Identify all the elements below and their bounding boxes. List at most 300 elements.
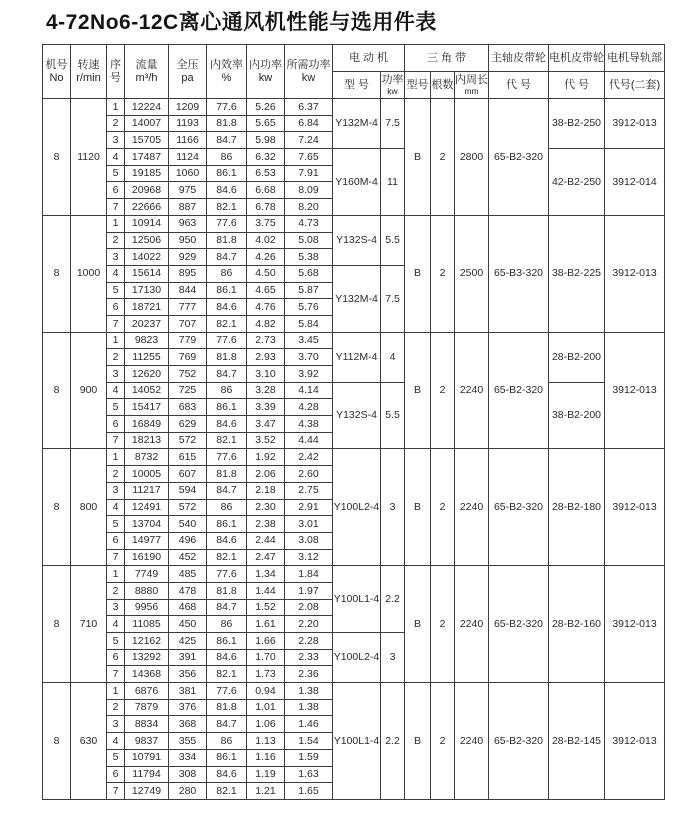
flow-cell: 15417 <box>125 399 169 416</box>
efficiency-cell: 82.1 <box>207 432 247 449</box>
efficiency-cell: 86 <box>207 733 247 750</box>
flow-cell: 8880 <box>125 582 169 599</box>
motor-power-cell: 4 <box>381 332 405 382</box>
pressure-cell: 1193 <box>169 115 207 132</box>
motor-model-cell: Y132S-4 <box>333 215 381 265</box>
belt-count-cell: 2 <box>431 99 455 216</box>
required-power-cell: 4.44 <box>285 432 333 449</box>
internal-power-cell: 2.18 <box>247 482 285 499</box>
internal-power-cell: 3.28 <box>247 382 285 399</box>
table-row <box>43 683 665 700</box>
main-pulley-cell: 65-B3-320 <box>489 215 549 332</box>
seq-cell: 3 <box>107 249 125 266</box>
machine-no-cell: 8 <box>43 683 71 800</box>
belt-model-cell: B <box>405 215 431 332</box>
internal-power-cell: 2.73 <box>247 332 285 349</box>
flow-cell: 10914 <box>125 215 169 232</box>
header-flow: 流量 m³/h <box>125 45 169 99</box>
belt-model-cell: B <box>405 449 431 566</box>
efficiency-cell: 81.8 <box>207 349 247 366</box>
header-internal-power: 内功率 kw <box>247 45 285 99</box>
flow-cell: 17130 <box>125 282 169 299</box>
seq-cell: 6 <box>107 532 125 549</box>
required-power-cell: 1.54 <box>285 733 333 750</box>
seq-cell: 1 <box>107 683 125 700</box>
flow-cell: 12491 <box>125 499 169 516</box>
speed-cell: 1120 <box>71 99 107 216</box>
efficiency-cell: 86 <box>207 616 247 633</box>
required-power-cell: 1.63 <box>285 766 333 783</box>
motor-pulley-cell: 28-B2-200 <box>549 332 605 382</box>
belt-count-cell: 2 <box>431 215 455 332</box>
internal-power-cell: 1.70 <box>247 649 285 666</box>
belt-count-cell: 2 <box>431 332 455 449</box>
header-motor-pulley-group: 电机皮带轮 <box>549 45 605 72</box>
efficiency-cell: 82.1 <box>207 783 247 800</box>
required-power-cell: 5.38 <box>285 249 333 266</box>
seq-cell: 6 <box>107 416 125 433</box>
required-power-cell: 5.84 <box>285 315 333 332</box>
seq-cell: 7 <box>107 783 125 800</box>
required-power-cell: 1.38 <box>285 699 333 716</box>
pressure-cell: 376 <box>169 699 207 716</box>
seq-cell: 3 <box>107 482 125 499</box>
internal-power-cell: 2.06 <box>247 466 285 483</box>
seq-cell: 7 <box>107 666 125 683</box>
internal-power-cell: 2.44 <box>247 532 285 549</box>
belt-model-cell: B <box>405 683 431 800</box>
motor-model-cell: Y132M-4 <box>333 99 381 149</box>
flow-cell: 12749 <box>125 783 169 800</box>
belt-count-cell: 2 <box>431 566 455 683</box>
seq-cell: 1 <box>107 449 125 466</box>
belt-length-cell: 2800 <box>455 99 489 216</box>
machine-no-cell: 8 <box>43 449 71 566</box>
pressure-cell: 844 <box>169 282 207 299</box>
flow-cell: 22666 <box>125 199 169 216</box>
motor-model-cell: Y132S-4 <box>333 382 381 449</box>
flow-cell: 20968 <box>125 182 169 199</box>
required-power-cell: 7.65 <box>285 149 333 166</box>
pressure-cell: 887 <box>169 199 207 216</box>
header-required-power: 所需功率 kw <box>285 45 333 99</box>
belt-length-cell: 2240 <box>455 332 489 449</box>
flow-cell: 9837 <box>125 733 169 750</box>
required-power-cell: 7.24 <box>285 132 333 149</box>
pressure-cell: 450 <box>169 616 207 633</box>
seq-cell: 6 <box>107 649 125 666</box>
pressure-cell: 779 <box>169 332 207 349</box>
pressure-cell: 1209 <box>169 99 207 116</box>
efficiency-cell: 81.8 <box>207 115 247 132</box>
internal-power-cell: 6.78 <box>247 199 285 216</box>
belt-length-cell: 2240 <box>455 449 489 566</box>
table-body <box>43 99 665 800</box>
pressure-cell: 572 <box>169 499 207 516</box>
motor-model-cell: Y100L1-4 <box>333 683 381 800</box>
efficiency-cell: 84.7 <box>207 132 247 149</box>
required-power-cell: 8.09 <box>285 182 333 199</box>
internal-power-cell: 3.47 <box>247 416 285 433</box>
pressure-cell: 368 <box>169 716 207 733</box>
efficiency-cell: 84.7 <box>207 366 247 383</box>
rail-cell: 3912-013 <box>605 449 665 566</box>
pressure-cell: 777 <box>169 299 207 316</box>
rail-cell: 3912-013 <box>605 683 665 800</box>
pressure-cell: 485 <box>169 566 207 583</box>
speed-cell: 630 <box>71 683 107 800</box>
flow-cell: 19185 <box>125 165 169 182</box>
pressure-cell: 975 <box>169 182 207 199</box>
flow-cell: 14977 <box>125 532 169 549</box>
required-power-cell: 5.68 <box>285 265 333 282</box>
header-speed: 转速 r/min <box>71 45 107 99</box>
required-power-cell: 2.28 <box>285 633 333 650</box>
flow-cell: 12506 <box>125 232 169 249</box>
motor-pulley-cell: 38-B2-200 <box>549 382 605 449</box>
efficiency-cell: 77.6 <box>207 332 247 349</box>
internal-power-cell: 1.73 <box>247 666 285 683</box>
pressure-cell: 769 <box>169 349 207 366</box>
motor-model-cell: Y160M-4 <box>333 149 381 216</box>
seq-cell: 2 <box>107 582 125 599</box>
seq-cell: 2 <box>107 699 125 716</box>
belt-count-cell: 2 <box>431 449 455 566</box>
flow-cell: 9823 <box>125 332 169 349</box>
efficiency-cell: 86 <box>207 265 247 282</box>
efficiency-cell: 86.1 <box>207 633 247 650</box>
flow-cell: 15614 <box>125 265 169 282</box>
table-row <box>43 382 665 399</box>
flow-cell: 7749 <box>125 566 169 583</box>
required-power-cell: 3.45 <box>285 332 333 349</box>
internal-power-cell: 5.65 <box>247 115 285 132</box>
seq-cell: 4 <box>107 265 125 282</box>
internal-power-cell: 1.13 <box>247 733 285 750</box>
internal-power-cell: 4.26 <box>247 249 285 266</box>
seq-cell: 4 <box>107 616 125 633</box>
required-power-cell: 8.20 <box>285 199 333 216</box>
flow-cell: 11217 <box>125 482 169 499</box>
seq-cell: 6 <box>107 766 125 783</box>
spec-table <box>42 44 665 800</box>
seq-cell: 1 <box>107 215 125 232</box>
pressure-cell: 356 <box>169 666 207 683</box>
required-power-cell: 2.20 <box>285 616 333 633</box>
internal-power-cell: 1.52 <box>247 599 285 616</box>
table-row <box>43 149 665 166</box>
seq-cell: 1 <box>107 99 125 116</box>
pressure-cell: 452 <box>169 549 207 566</box>
flow-cell: 12224 <box>125 99 169 116</box>
pressure-cell: 895 <box>169 265 207 282</box>
flow-cell: 14007 <box>125 115 169 132</box>
motor-power-cell: 5.5 <box>381 215 405 265</box>
seq-cell: 3 <box>107 132 125 149</box>
seq-cell: 2 <box>107 232 125 249</box>
header-machine-no: 机号 No <box>43 45 71 99</box>
required-power-cell: 3.70 <box>285 349 333 366</box>
efficiency-cell: 82.1 <box>207 549 247 566</box>
efficiency-cell: 86 <box>207 149 247 166</box>
required-power-cell: 4.28 <box>285 399 333 416</box>
efficiency-cell: 82.1 <box>207 666 247 683</box>
required-power-cell: 4.73 <box>285 215 333 232</box>
internal-power-cell: 4.02 <box>247 232 285 249</box>
efficiency-cell: 84.6 <box>207 182 247 199</box>
efficiency-cell: 84.6 <box>207 766 247 783</box>
efficiency-cell: 77.6 <box>207 566 247 583</box>
header-motor-group: 电 动 机 <box>333 45 405 72</box>
seq-cell: 5 <box>107 399 125 416</box>
pressure-cell: 496 <box>169 532 207 549</box>
pressure-cell: 1124 <box>169 149 207 166</box>
required-power-cell: 5.76 <box>285 299 333 316</box>
efficiency-cell: 86 <box>207 382 247 399</box>
header-efficiency: 内效率 % <box>207 45 247 99</box>
required-power-cell: 2.75 <box>285 482 333 499</box>
seq-cell: 2 <box>107 466 125 483</box>
internal-power-cell: 4.50 <box>247 265 285 282</box>
efficiency-cell: 84.7 <box>207 482 247 499</box>
seq-cell: 4 <box>107 149 125 166</box>
header-motor-pulley-code: 代 号 <box>549 72 605 99</box>
rail-cell: 3912-013 <box>605 566 665 683</box>
internal-power-cell: 1.19 <box>247 766 285 783</box>
seq-cell: 2 <box>107 349 125 366</box>
main-pulley-cell: 65-B2-320 <box>489 449 549 566</box>
pressure-cell: 707 <box>169 315 207 332</box>
internal-power-cell: 4.65 <box>247 282 285 299</box>
motor-power-cell: 5.5 <box>381 382 405 449</box>
header-belt-group: 三 角 带 <box>405 45 489 72</box>
pressure-cell: 594 <box>169 482 207 499</box>
required-power-cell: 3.08 <box>285 532 333 549</box>
motor-pulley-cell: 38-B2-225 <box>549 215 605 332</box>
required-power-cell: 3.12 <box>285 549 333 566</box>
internal-power-cell: 1.01 <box>247 699 285 716</box>
pressure-cell: 607 <box>169 466 207 483</box>
pressure-cell: 725 <box>169 382 207 399</box>
rail-cell: 3912-013 <box>605 215 665 332</box>
efficiency-cell: 84.7 <box>207 599 247 616</box>
rail-cell: 3912-013 <box>605 99 665 149</box>
seq-cell: 6 <box>107 182 125 199</box>
required-power-cell: 3.92 <box>285 366 333 383</box>
efficiency-cell: 84.7 <box>207 249 247 266</box>
pressure-cell: 615 <box>169 449 207 466</box>
internal-power-cell: 3.39 <box>247 399 285 416</box>
efficiency-cell: 77.6 <box>207 215 247 232</box>
motor-pulley-cell: 28-B2-160 <box>549 566 605 683</box>
motor-power-cell: 11 <box>381 149 405 216</box>
efficiency-cell: 77.6 <box>207 683 247 700</box>
internal-power-cell: 5.98 <box>247 132 285 149</box>
seq-cell: 1 <box>107 332 125 349</box>
efficiency-cell: 77.6 <box>207 99 247 116</box>
efficiency-cell: 84.6 <box>207 416 247 433</box>
motor-model-cell: Y112M-4 <box>333 332 381 382</box>
required-power-cell: 6.84 <box>285 115 333 132</box>
flow-cell: 10791 <box>125 749 169 766</box>
flow-cell: 7879 <box>125 699 169 716</box>
internal-power-cell: 2.47 <box>247 549 285 566</box>
seq-cell: 5 <box>107 749 125 766</box>
header-main-pulley-code: 代 号 <box>489 72 549 99</box>
efficiency-cell: 86.1 <box>207 749 247 766</box>
seq-cell: 3 <box>107 366 125 383</box>
header-belt-model: 型号 <box>405 72 431 99</box>
machine-no-cell: 8 <box>43 566 71 683</box>
pressure-cell: 963 <box>169 215 207 232</box>
required-power-cell: 7.91 <box>285 165 333 182</box>
efficiency-cell: 84.6 <box>207 649 247 666</box>
seq-cell: 5 <box>107 516 125 533</box>
speed-cell: 1000 <box>71 215 107 332</box>
machine-no-cell: 8 <box>43 332 71 449</box>
table-row <box>43 332 665 349</box>
flow-cell: 12620 <box>125 366 169 383</box>
pressure-cell: 1166 <box>169 132 207 149</box>
required-power-cell: 1.84 <box>285 566 333 583</box>
pressure-cell: 629 <box>169 416 207 433</box>
pressure-cell: 391 <box>169 649 207 666</box>
efficiency-cell: 84.6 <box>207 299 247 316</box>
page-title: 4-72No6-12C离心通风机性能与选用件表 <box>46 11 437 34</box>
header-motor-power: 功率 kw <box>381 72 405 99</box>
header-main-pulley-group: 主轴皮带轮 <box>489 45 549 72</box>
efficiency-cell: 81.8 <box>207 466 247 483</box>
pressure-cell: 334 <box>169 749 207 766</box>
pressure-cell: 683 <box>169 399 207 416</box>
seq-cell: 7 <box>107 199 125 216</box>
table-row <box>43 99 665 116</box>
flow-cell: 16190 <box>125 549 169 566</box>
motor-pulley-cell: 42-B2-250 <box>549 149 605 216</box>
required-power-cell: 1.38 <box>285 683 333 700</box>
motor-model-cell: Y100L2-4 <box>333 633 381 683</box>
motor-power-cell: 7.5 <box>381 99 405 149</box>
belt-length-cell: 2240 <box>455 683 489 800</box>
internal-power-cell: 1.34 <box>247 566 285 583</box>
seq-cell: 5 <box>107 633 125 650</box>
seq-cell: 4 <box>107 733 125 750</box>
flow-cell: 13292 <box>125 649 169 666</box>
flow-cell: 11255 <box>125 349 169 366</box>
internal-power-cell: 1.16 <box>247 749 285 766</box>
pressure-cell: 468 <box>169 599 207 616</box>
internal-power-cell: 1.21 <box>247 783 285 800</box>
internal-power-cell: 0.94 <box>247 683 285 700</box>
pressure-cell: 540 <box>169 516 207 533</box>
header-rail-group: 电机导轨部 <box>605 45 665 72</box>
internal-power-cell: 1.06 <box>247 716 285 733</box>
belt-model-cell: B <box>405 99 431 216</box>
speed-cell: 710 <box>71 566 107 683</box>
belt-model-cell: B <box>405 566 431 683</box>
flow-cell: 8732 <box>125 449 169 466</box>
seq-cell: 7 <box>107 315 125 332</box>
required-power-cell: 2.36 <box>285 666 333 683</box>
speed-cell: 900 <box>71 332 107 449</box>
speed-cell: 800 <box>71 449 107 566</box>
belt-length-cell: 2500 <box>455 215 489 332</box>
header-pressure: 全压 pa <box>169 45 207 99</box>
seq-cell: 2 <box>107 115 125 132</box>
internal-power-cell: 4.76 <box>247 299 285 316</box>
seq-cell: 5 <box>107 282 125 299</box>
seq-cell: 4 <box>107 499 125 516</box>
seq-cell: 1 <box>107 566 125 583</box>
main-pulley-cell: 65-B2-320 <box>489 332 549 449</box>
efficiency-cell: 86.1 <box>207 165 247 182</box>
efficiency-cell: 82.1 <box>207 199 247 216</box>
flow-cell: 14022 <box>125 249 169 266</box>
flow-cell: 14368 <box>125 666 169 683</box>
internal-power-cell: 3.75 <box>247 215 285 232</box>
flow-cell: 13704 <box>125 516 169 533</box>
flow-cell: 8834 <box>125 716 169 733</box>
rail-cell: 3912-013 <box>605 332 665 449</box>
internal-power-cell: 2.93 <box>247 349 285 366</box>
rail-cell: 3912-014 <box>605 149 665 216</box>
pressure-cell: 752 <box>169 366 207 383</box>
efficiency-cell: 81.8 <box>207 582 247 599</box>
seq-cell: 5 <box>107 165 125 182</box>
flow-cell: 11085 <box>125 616 169 633</box>
required-power-cell: 1.59 <box>285 749 333 766</box>
header-belt-count: 根数 <box>431 72 455 99</box>
flow-cell: 17487 <box>125 149 169 166</box>
flow-cell: 12162 <box>125 633 169 650</box>
pressure-cell: 950 <box>169 232 207 249</box>
header-rail-code: 代号(二套) <box>605 72 665 99</box>
internal-power-cell: 3.52 <box>247 432 285 449</box>
belt-count-cell: 2 <box>431 683 455 800</box>
efficiency-cell: 82.1 <box>207 315 247 332</box>
motor-power-cell: 2.2 <box>381 566 405 633</box>
header-belt-length: 内周长 mm <box>455 72 489 99</box>
flow-cell: 11794 <box>125 766 169 783</box>
motor-power-cell: 2.2 <box>381 683 405 800</box>
internal-power-cell: 2.30 <box>247 499 285 516</box>
motor-model-cell: Y100L2-4 <box>333 449 381 566</box>
flow-cell: 14052 <box>125 382 169 399</box>
pressure-cell: 355 <box>169 733 207 750</box>
pressure-cell: 1060 <box>169 165 207 182</box>
seq-cell: 3 <box>107 599 125 616</box>
internal-power-cell: 1.61 <box>247 616 285 633</box>
header-seq: 序 号 <box>107 45 125 99</box>
internal-power-cell: 3.10 <box>247 366 285 383</box>
motor-model-cell: Y100L1-4 <box>333 566 381 633</box>
efficiency-cell: 84.6 <box>207 532 247 549</box>
efficiency-cell: 86.1 <box>207 399 247 416</box>
pressure-cell: 929 <box>169 249 207 266</box>
seq-cell: 7 <box>107 549 125 566</box>
machine-no-cell: 8 <box>43 215 71 332</box>
flow-cell: 15705 <box>125 132 169 149</box>
flow-cell: 10005 <box>125 466 169 483</box>
required-power-cell: 1.97 <box>285 582 333 599</box>
required-power-cell: 2.33 <box>285 649 333 666</box>
pressure-cell: 572 <box>169 432 207 449</box>
internal-power-cell: 5.26 <box>247 99 285 116</box>
machine-no-cell: 8 <box>43 99 71 216</box>
internal-power-cell: 1.44 <box>247 582 285 599</box>
internal-power-cell: 1.92 <box>247 449 285 466</box>
flow-cell: 18213 <box>125 432 169 449</box>
